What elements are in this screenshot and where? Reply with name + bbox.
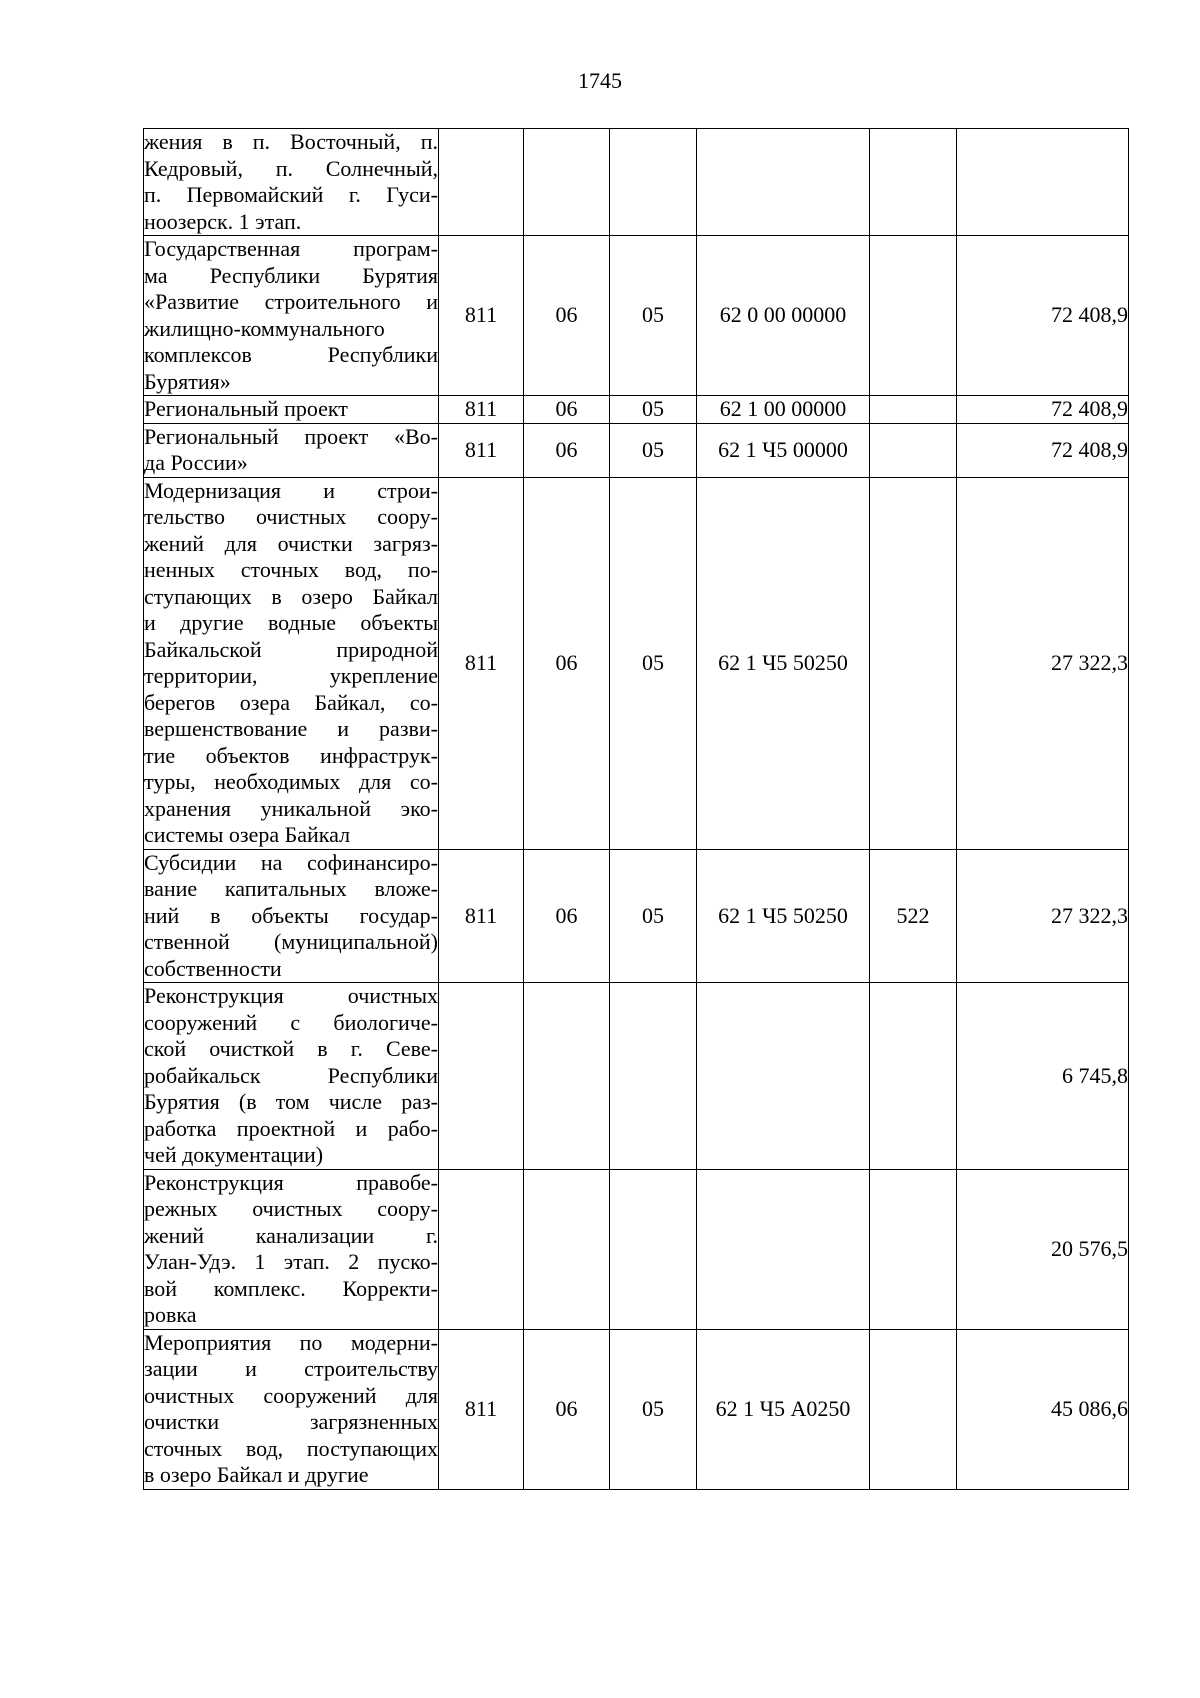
- budget-table: [143, 128, 1129, 1490]
- table-row: [144, 396, 1129, 424]
- name-line: ской очисткой в г. Севе-: [144, 1036, 438, 1061]
- cell-section: 06: [524, 1329, 610, 1489]
- cell-expense-type: [870, 983, 957, 1170]
- name-line: Реконструкция очистных: [144, 983, 438, 1008]
- cell-subsection: 05: [610, 236, 697, 396]
- cell-section: 06: [524, 477, 610, 849]
- name-line: Модернизация и строи-: [144, 477, 438, 503]
- cell-admin-code: 811: [439, 396, 524, 424]
- cell-amount: 72 408,9: [957, 423, 1129, 477]
- name-line: жений канализации г.: [144, 1222, 438, 1248]
- cell-subsection: [610, 129, 697, 236]
- cell-admin-code: 811: [439, 423, 524, 477]
- cell-section: 06: [524, 423, 610, 477]
- name-line: Субсидии на софинансиро-: [144, 849, 438, 875]
- cell-name: [144, 477, 439, 849]
- cell-admin-code: 811: [439, 477, 524, 849]
- cell-target-article: 62 1 00 00000: [697, 396, 870, 424]
- name-line: Реконструкция правобе-: [144, 1169, 438, 1195]
- name-line: собственности: [144, 955, 282, 981]
- cell-expense-type: [870, 129, 957, 236]
- name-line: ственной (муниципальной): [144, 929, 438, 954]
- table-row: [144, 1329, 1129, 1489]
- name-line: комплексов Республики: [144, 342, 438, 367]
- name-line: жений для очистки загряз-: [144, 530, 438, 556]
- cell-admin-code: 811: [439, 849, 524, 983]
- cell-target-article: 62 1 Ч5 A0250: [697, 1329, 870, 1489]
- table-body: [144, 129, 1129, 1490]
- name-line: жилищно-коммунального: [144, 315, 385, 341]
- cell-amount: 27 322,3: [957, 477, 1129, 849]
- cell-section: 06: [524, 396, 610, 424]
- name-line: ровка: [144, 1302, 197, 1327]
- cell-name: [144, 236, 439, 396]
- cell-name: [144, 849, 439, 983]
- name-line: туры, необходимых для со-: [144, 769, 438, 794]
- name-line: зации и строительству: [144, 1356, 438, 1381]
- name-line: Улан-Удэ. 1 этап. 2 пуско-: [144, 1249, 438, 1274]
- name-line: да России»: [144, 450, 248, 475]
- cell-target-article: [697, 129, 870, 236]
- cell-name: [144, 983, 439, 1170]
- cell-subsection: [610, 1169, 697, 1329]
- cell-admin-code: 811: [439, 236, 524, 396]
- name-line: тельство очистных соору-: [144, 504, 438, 529]
- name-line: сточных вод, поступающих: [144, 1435, 438, 1461]
- name-line: Региональный проект «Во-: [144, 423, 438, 449]
- table-row: [144, 129, 1129, 236]
- cell-subsection: 05: [610, 423, 697, 477]
- cell-section: [524, 129, 610, 236]
- table-row: [144, 1169, 1129, 1329]
- cell-admin-code: 811: [439, 1329, 524, 1489]
- name-line: тие объектов инфраструк-: [144, 742, 438, 768]
- name-line: робайкальск Республики: [144, 1062, 438, 1088]
- cell-target-article: 62 1 Ч5 50250: [697, 477, 870, 849]
- name-line: Региональный проект: [144, 396, 348, 421]
- cell-name: [144, 423, 439, 477]
- name-line: системы озера Байкал: [144, 822, 351, 847]
- table-row: [144, 477, 1129, 849]
- name-line: хранения уникальной эко-: [144, 795, 438, 821]
- name-line: ноозерск. 1 этап.: [144, 208, 302, 234]
- cell-amount: [957, 129, 1129, 236]
- cell-subsection: 05: [610, 1329, 697, 1489]
- name-line: ненных сточных вод, по-: [144, 557, 438, 582]
- cell-section: [524, 1169, 610, 1329]
- cell-expense-type: [870, 1329, 957, 1489]
- name-line: вание капитальных вложе-: [144, 876, 438, 901]
- table-row: [144, 983, 1129, 1170]
- cell-amount: 72 408,9: [957, 396, 1129, 424]
- name-line: очистных сооружений для: [144, 1382, 438, 1408]
- name-line: берегов озера Байкал, со-: [144, 689, 438, 715]
- name-line: вершенствование и разви-: [144, 716, 438, 741]
- name-line: очистки загрязненных: [144, 1409, 438, 1434]
- cell-target-article: [697, 983, 870, 1170]
- cell-amount: 72 408,9: [957, 236, 1129, 396]
- name-line: «Развитие строительного и: [144, 289, 438, 314]
- cell-expense-type: [870, 477, 957, 849]
- cell-admin-code: [439, 1169, 524, 1329]
- name-line: ступающих в озеро Байкал: [144, 583, 438, 609]
- name-line: ма Республики Бурятия: [144, 262, 438, 288]
- name-line: вой комплекс. Корректи-: [144, 1275, 438, 1301]
- cell-target-article: 62 1 Ч5 50250: [697, 849, 870, 983]
- cell-amount: 20 576,5: [957, 1169, 1129, 1329]
- cell-target-article: 62 0 00 00000: [697, 236, 870, 396]
- cell-amount: 6 745,8: [957, 983, 1129, 1170]
- cell-subsection: 05: [610, 396, 697, 424]
- name-line: и другие водные объекты: [144, 610, 438, 635]
- cell-target-article: 62 1 Ч5 00000: [697, 423, 870, 477]
- cell-name: [144, 396, 439, 424]
- name-line: сооружений с биологиче-: [144, 1009, 438, 1035]
- name-line: режных очистных соору-: [144, 1196, 438, 1221]
- cell-section: 06: [524, 849, 610, 983]
- name-line: территории, укрепление: [144, 663, 438, 688]
- cell-subsection: 05: [610, 477, 697, 849]
- cell-expense-type: [870, 423, 957, 477]
- name-line: работка проектной и рабо-: [144, 1115, 438, 1141]
- name-line: Бурятия (в том числе раз-: [144, 1089, 438, 1114]
- table-row: [144, 236, 1129, 396]
- cell-name: [144, 1329, 439, 1489]
- cell-amount: 27 322,3: [957, 849, 1129, 983]
- cell-amount: 45 086,6: [957, 1329, 1129, 1489]
- table-row: [144, 849, 1129, 983]
- name-line: ний в объекты государ-: [144, 902, 438, 928]
- cell-expense-type: [870, 1169, 957, 1329]
- name-line: Байкальской природной: [144, 636, 438, 662]
- name-line: в озеро Байкал и другие: [144, 1462, 369, 1487]
- cell-subsection: 05: [610, 849, 697, 983]
- cell-expense-type: [870, 396, 957, 424]
- cell-subsection: [610, 983, 697, 1170]
- name-line: Государственная програм-: [144, 236, 438, 261]
- name-line: жения в п. Восточный, п.: [144, 129, 438, 154]
- cell-name: [144, 1169, 439, 1329]
- cell-admin-code: [439, 129, 524, 236]
- name-line: п. Первомайский г. Гуси-: [144, 182, 438, 207]
- cell-section: 06: [524, 236, 610, 396]
- cell-section: [524, 983, 610, 1170]
- cell-expense-type: [870, 236, 957, 396]
- cell-admin-code: [439, 983, 524, 1170]
- page-number: 1745: [578, 68, 622, 93]
- cell-expense-type: 522: [870, 849, 957, 983]
- cell-name: [144, 129, 439, 236]
- name-line: Бурятия»: [144, 368, 231, 394]
- cell-target-article: [697, 1169, 870, 1329]
- name-line: Мероприятия по модерни-: [144, 1329, 438, 1355]
- name-line: Кедровый, п. Солнечный,: [144, 155, 438, 181]
- name-line: чей документации): [144, 1142, 324, 1167]
- table-row: [144, 423, 1129, 477]
